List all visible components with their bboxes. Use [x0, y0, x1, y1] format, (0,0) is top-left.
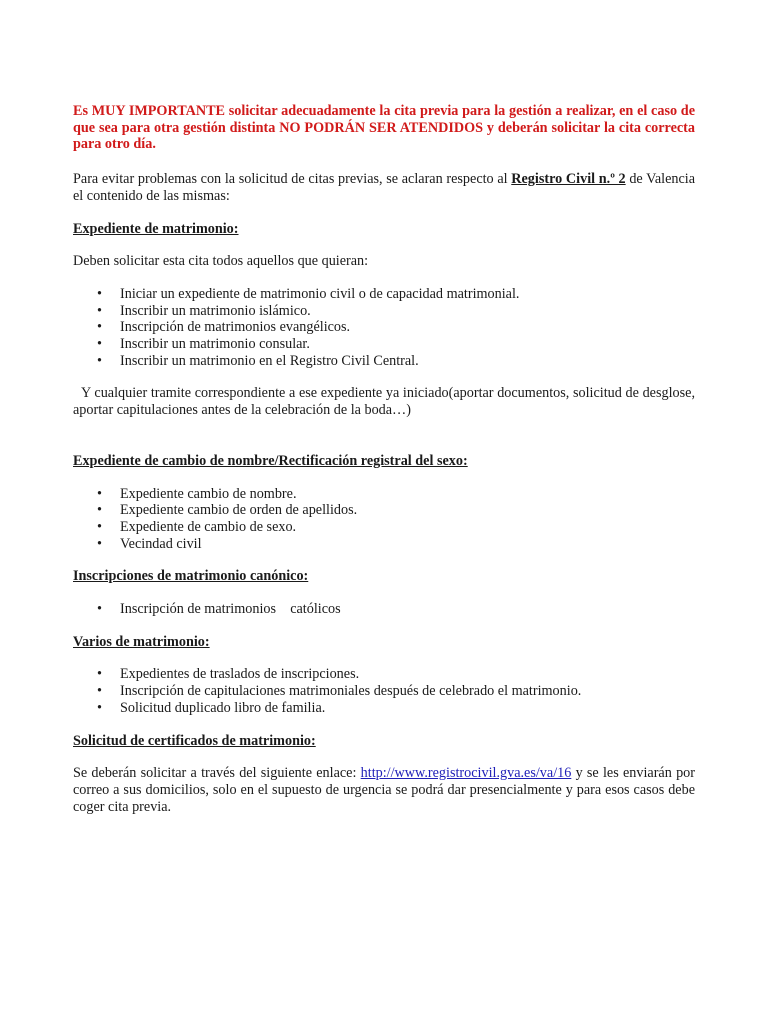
section5-text-before: Se deberán solicitar a través del siguiente enlace: — [73, 765, 361, 782]
bullet-icon: • — [97, 485, 102, 502]
section-heading-certificados-matrimonio: Solicitud de certificados de matrimonio: — [73, 732, 316, 749]
bullet-icon: • — [97, 601, 102, 618]
list-item-text: Expediente cambio de orden de apellidos. — [120, 502, 358, 519]
document-page — [73, 103, 695, 815]
intro-paragraph — [73, 171, 695, 204]
bullet-icon: • — [97, 502, 102, 519]
list-item — [73, 319, 695, 336]
section5-text-after: y se les enviarán por correo a sus domicilios, solo en el supuesto de urgencia se podrá dar presencialmente y para esos casos debe coger cita previa. — [73, 765, 695, 815]
bullet-icon: • — [97, 535, 102, 552]
list-item-text: Inscripción de matrimonios católicos — [120, 601, 341, 618]
list-item-text: Inscripción de capitulaciones matrimoniales después de celebrado el matrimonio. — [120, 683, 582, 700]
list-item-text: Inscribir un matrimonio consular. — [120, 336, 310, 353]
warning-paragraph: Es MUY IMPORTANTE solicitar adecuadamente la cita previa para la gestión a realizar, en el caso de que sea para otra gestión distinta NO PODRÁN SER ATENDIDOS y deberán solicitar la cita correcta para otro día. — [73, 103, 695, 153]
list-item — [73, 502, 695, 519]
list-item-text: Inscripción de matrimonios evangélicos. — [120, 319, 351, 336]
intro-text-before: Para evitar problemas con la solicitud de citas previas, se aclaran respecto al — [73, 171, 512, 188]
section2-list — [73, 486, 695, 553]
list-item — [73, 353, 695, 370]
intro-text-after: de Valencia el contenido de las mismas: — [73, 171, 695, 204]
list-item-text: Inscribir un matrimonio islámico. — [120, 302, 311, 319]
section4-list — [73, 666, 695, 716]
list-item-text: Iniciar un expediente de matrimonio civil o de capacidad matrimonial. — [120, 285, 520, 302]
list-item-text: Solicitud duplicado libro de familia. — [120, 699, 326, 716]
bullet-icon: • — [97, 518, 102, 535]
section-heading-matrimonio-canonico: Inscripciones de matrimonio canónico: — [73, 568, 309, 585]
bullet-icon: • — [97, 666, 102, 683]
list-item — [73, 683, 695, 700]
bullet-icon: • — [97, 302, 102, 319]
section-heading-cambio-nombre: Expediente de cambio de nombre/Rectificación registral del sexo: — [73, 452, 468, 469]
section3-list — [73, 601, 695, 618]
list-item — [73, 286, 695, 303]
section1-list — [73, 286, 695, 370]
bullet-icon: • — [97, 336, 102, 353]
list-item-text: Inscribir un matrimonio en el Registro Civil Central. — [120, 352, 419, 369]
list-item — [73, 519, 695, 536]
section5-paragraph — [73, 765, 695, 815]
list-item — [73, 700, 695, 717]
list-item — [73, 486, 695, 503]
list-item-text: Expediente de cambio de sexo. — [120, 518, 297, 535]
list-item — [73, 666, 695, 683]
list-item-text: Expediente cambio de nombre. — [120, 485, 297, 502]
section1-lead: Deben solicitar esta cita todos aquellos que quieran: — [73, 253, 369, 270]
list-item — [73, 336, 695, 353]
section-heading-expediente-matrimonio: Expediente de matrimonio: — [73, 220, 239, 237]
bullet-icon: • — [97, 699, 102, 716]
registro-civil-link[interactable]: http://www.registrocivil.gva.es/va/16 — [360, 765, 572, 782]
list-item-text: Expedientes de traslados de inscripciones. — [120, 666, 360, 683]
section1-note: Y cualquier tramite correspondiente a ese expediente ya iniciado(aportar documentos, solicitud de desglose, aportar capitulaciones antes de la celebración de la boda…) — [73, 385, 695, 419]
section-heading-varios-matrimonio: Varios de matrimonio: — [73, 633, 210, 650]
bullet-icon: • — [97, 319, 102, 336]
list-item — [73, 303, 695, 320]
bullet-icon: • — [97, 683, 102, 700]
list-item — [73, 536, 695, 553]
registro-civil-name: Registro Civil n.º 2 — [511, 171, 626, 188]
list-item-text: Vecindad civil — [120, 535, 202, 552]
bullet-icon: • — [97, 352, 102, 369]
list-item — [73, 601, 695, 618]
bullet-icon: • — [97, 285, 102, 302]
